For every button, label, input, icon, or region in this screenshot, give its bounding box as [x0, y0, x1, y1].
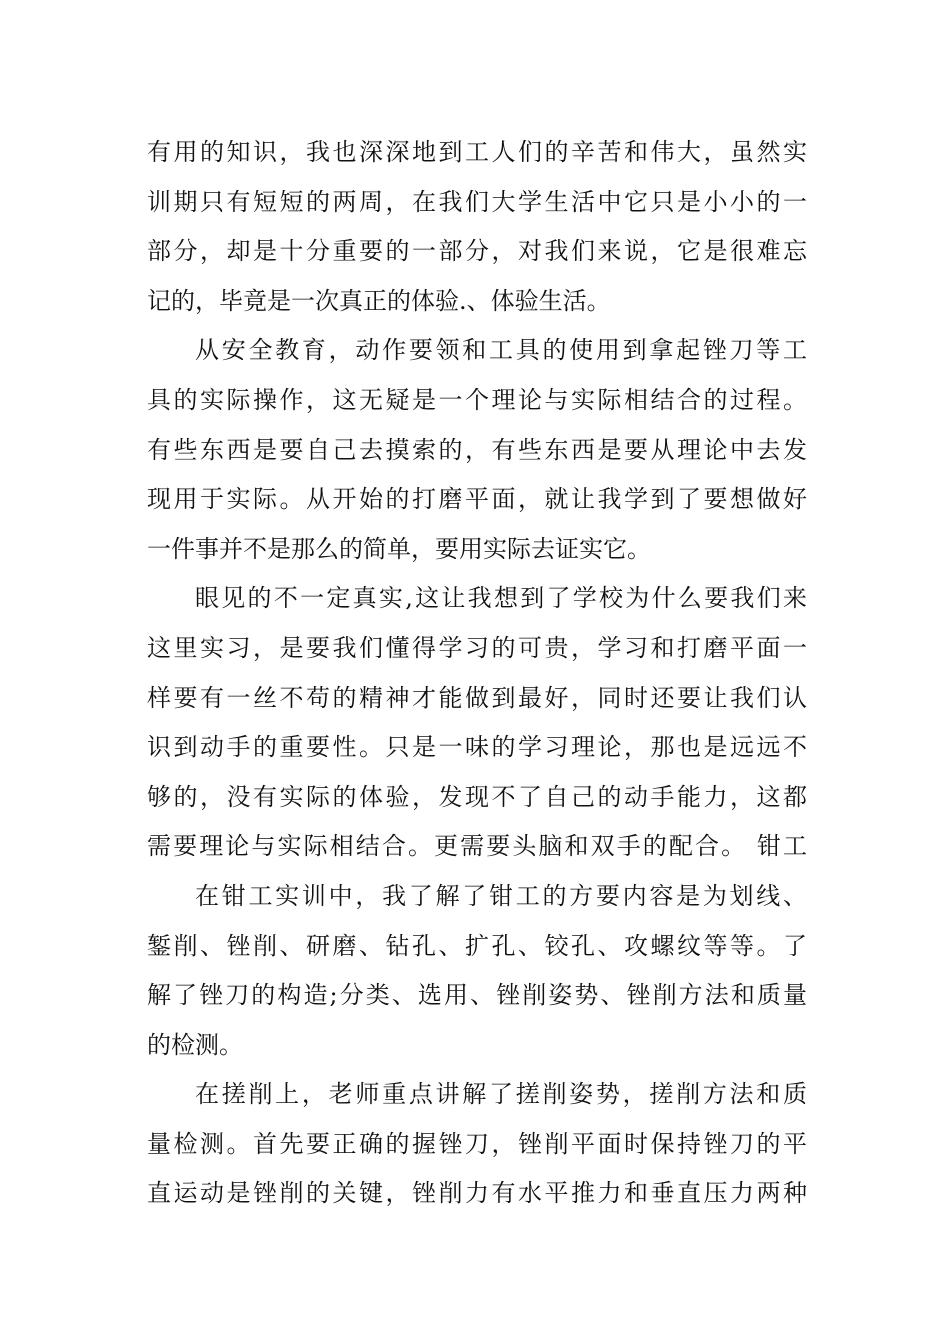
text-line: 解了锉刀的构造;分类、选用、锉削姿势、锉削方法和质量 [147, 981, 807, 1010]
text-line: 现用于实际。从开始的打磨平面，就让我学到了要想做好 [147, 485, 807, 514]
paragraph-first-line: 从安全教育，动作要领和工具的使用到拿起锉刀等工 [195, 336, 807, 365]
paragraph-first-line: 在搓削上，老师重点讲解了搓削姿势，搓削方法和质 [195, 1080, 807, 1109]
text-line: 有用的知识，我也深深地到工人们的辛苦和伟大，虽然实 [147, 138, 807, 166]
paragraph-first-line: 在钳工实训中，我了解了钳工的方要内容是为划线、 [195, 881, 807, 910]
text-line: 样要有一丝不苟的精神才能做到最好，同时还要让我们认 [147, 683, 807, 712]
text-line: 具的实际操作，这无疑是一个理论与实际相结合的过程。 [147, 385, 807, 414]
text-line: 量检测。首先要正确的握锉刀，锉削平面时保持锉刀的平 [147, 1129, 807, 1158]
text-line: 这里实习，是要我们懂得学习的可贵，学习和打磨平面一 [147, 633, 807, 662]
text-line: 錾削、锉削、研磨、钻孔、扩孔、铰孔、攻螺纹等等。了 [147, 931, 807, 960]
text-line: 一件事并不是那么的简单，要用实际去证实它。 [147, 534, 651, 563]
document-body [147, 128, 807, 1219]
text-line: 够的，没有实际的体验，发现不了自己的动手能力，这都 [147, 782, 807, 811]
paragraph-first-line: 眼见的不一定真实,这让我想到了学校为什么要我们来 [195, 584, 807, 613]
text-line: 的检测。 [147, 1030, 243, 1059]
text-line: 识到动手的重要性。只是一味的学习理论，那也是远远不 [147, 733, 807, 762]
text-line: 直运动是锉削的关键，锉削力有水平推力和垂直压力两种 [147, 1179, 807, 1208]
text-line: 训期只有短短的两周，在我们大学生活中它只是小小的一 [147, 187, 807, 216]
text-line: 有些东西是要自己去摸索的，有些东西是要从理论中去发 [147, 435, 807, 464]
text-line: 需要理论与实际相结合。更需要头脑和双手的配合。 钳工 [147, 832, 807, 861]
text-line: 记的，毕竟是一次真正的体验.、体验生活。 [147, 286, 611, 315]
text-line: 部分，却是十分重要的一部分，对我们来说，它是很难忘 [147, 237, 807, 266]
